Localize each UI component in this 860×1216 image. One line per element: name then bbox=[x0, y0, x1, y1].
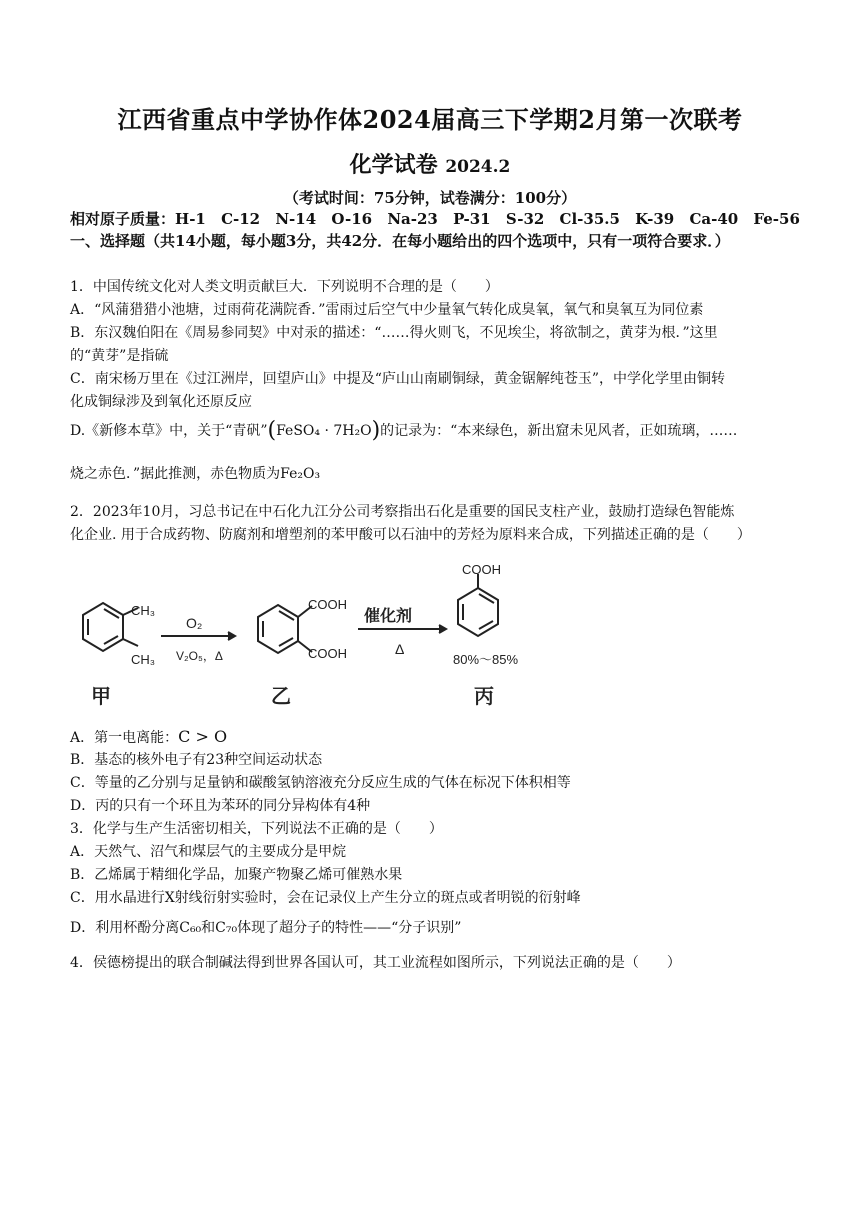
reaction-diagram bbox=[68, 558, 548, 718]
yield-label: 80%～85% bbox=[453, 652, 519, 667]
question-4-stem: 4．侯德榜提出的联合制碱法得到世界各国认可，其工业流程如图所示，下列说法正确的是（ ） bbox=[70, 955, 681, 971]
subject-name: 化学试卷 bbox=[349, 152, 438, 178]
question-2-option-b: B．基态的核外电子有23种空间运动状态 bbox=[70, 752, 323, 768]
question-2-option-a: A．第一电离能：C > O bbox=[70, 727, 228, 746]
arrow1-condition: V₂O₅，Δ bbox=[176, 649, 223, 663]
formula-feso4: FeSO₄ · 7H₂O bbox=[276, 423, 372, 439]
question-2-stem-line1: 2．2023年10月，习总书记在中石化九江分公司考察指出石化是重要的国民支柱产业，鼓励打造绿色智能炼 bbox=[70, 504, 735, 520]
question-1-option-a: A．“风蒲猎猎小池塘，过雨荷花满院香．”雷雨过后空气中少量氧气转化成臭氧，氧气和臭氧互为同位素 bbox=[70, 302, 704, 318]
question-1-stem: 1．中国传统文化对人类文明贡献巨大．下列说明不合理的是（ ） bbox=[70, 279, 499, 295]
arrow2-condition: Δ bbox=[395, 641, 405, 657]
label-bing: 丙 bbox=[474, 684, 494, 708]
jia-substituent-1: CH₃ bbox=[131, 603, 156, 618]
mass-item: S-32 bbox=[505, 210, 545, 228]
mass-item: C-12 bbox=[221, 210, 261, 228]
exam-subtitle bbox=[0, 148, 860, 179]
exam-date: 2024.2 bbox=[445, 157, 511, 177]
question-1-option-d-line2: 烧之赤色．”据此推测，赤色物质为Fe₂O₃ bbox=[70, 466, 321, 482]
question-3-stem: 3．化学与生产生活密切相关，下列说法不正确的是（ ） bbox=[70, 821, 443, 837]
mass-item: O-16 bbox=[331, 210, 373, 228]
bing-substituent: COOH bbox=[462, 562, 501, 577]
yi-substituent-2: COOH bbox=[308, 646, 347, 661]
question-1-option-b-line2: 的“黄芽”是指硫 bbox=[70, 348, 169, 364]
mass-item: N-14 bbox=[275, 210, 317, 228]
exam-title: 江西省重点中学协作体2024届高三下学期2月第一次联考 bbox=[117, 105, 743, 134]
yi-substituent-1: COOH bbox=[308, 597, 347, 612]
jia-substituent-2: CH₃ bbox=[131, 652, 156, 667]
label-jia: 甲 bbox=[91, 684, 111, 708]
exam-info: （考试时间：75分钟，试卷满分：100分） bbox=[283, 189, 577, 207]
question-3-option-a: A．天然气、沼气和煤层气的主要成分是甲烷 bbox=[70, 844, 347, 860]
mass-item: K-39 bbox=[635, 210, 675, 228]
question-2-option-d: D．丙的只有一个环且为苯环的同分异构体有4种 bbox=[70, 798, 371, 814]
mass-item: Cl-35.5 bbox=[559, 210, 620, 228]
compound-bing-structure bbox=[458, 574, 498, 636]
section-heading: 一、选择题（共14小题，每小题3分，共42分．在每小题给出的四个选项中，只有一项符合要求．） bbox=[70, 232, 730, 250]
formula-ionization: C > O bbox=[178, 727, 228, 746]
question-1-option-d-line1: D.《新修本草》中，关于“青矾”(FeSO₄ · 7H₂O)的记录为：“本来绿色，新出窟未见风者，正如琉璃，…… bbox=[70, 418, 738, 443]
mass-item: H-1 bbox=[175, 210, 206, 228]
question-2-option-c: C．等量的乙分别与足量钠和碳酸氢钠溶液充分反应生成的气体在标况下体积相等 bbox=[70, 775, 571, 791]
formula-c60: C₆₀ bbox=[179, 920, 202, 936]
mass-item: Na-23 bbox=[387, 210, 438, 228]
question-1-option-c-line2: 化成铜绿涉及到氧化还原反应 bbox=[70, 394, 252, 410]
question-2-stem-line2: 化企业. 用于合成药物、防腐剂和增塑剂的苯甲酸可以石油中的芳烃为原料来合成，下列描述正确的是（ ） bbox=[70, 527, 751, 543]
mass-item: Ca-40 bbox=[689, 210, 739, 228]
question-1-option-c-line1: C．南宋杨万里在《过江洲岸，回望庐山》中提及“庐山山南刷铜绿，黄金锯解纯苍玉”，中学化学里由铜转 bbox=[70, 371, 726, 387]
compound-yi-structure bbox=[258, 605, 312, 653]
mass-item: P-31 bbox=[453, 210, 491, 228]
formula-fe2o3: Fe₂O₃ bbox=[280, 466, 321, 482]
compound-jia-structure bbox=[83, 603, 138, 651]
atomic-masses-label: 相对原子质量：H-1 bbox=[70, 210, 206, 228]
atomic-masses bbox=[70, 209, 800, 229]
arrow1-reagent: O₂ bbox=[186, 615, 203, 631]
label-yi: 乙 bbox=[271, 684, 291, 708]
question-3-option-d: D．利用杯酚分离C₆₀和C₇₀体现了超分子的特性——“分子识别” bbox=[70, 920, 462, 936]
question-3-option-c: C．用水晶进行X射线衍射实验时，会在记录仪上产生分立的斑点或者明锐的衍射峰 bbox=[70, 890, 581, 906]
arrow2-catalyst: 催化剂 bbox=[364, 606, 413, 625]
question-3-option-b: B．乙烯属于精细化学品，加聚产物聚乙烯可催熟水果 bbox=[70, 867, 403, 883]
formula-c70: C₇₀ bbox=[215, 920, 238, 936]
question-1-option-b-line1: B．东汉魏伯阳在《周易参同契》中对汞的描述：“……得火则飞，不见埃尘，将欲制之，黄芽为根．”这里 bbox=[70, 325, 718, 341]
mass-item: Fe-56 bbox=[753, 210, 800, 228]
